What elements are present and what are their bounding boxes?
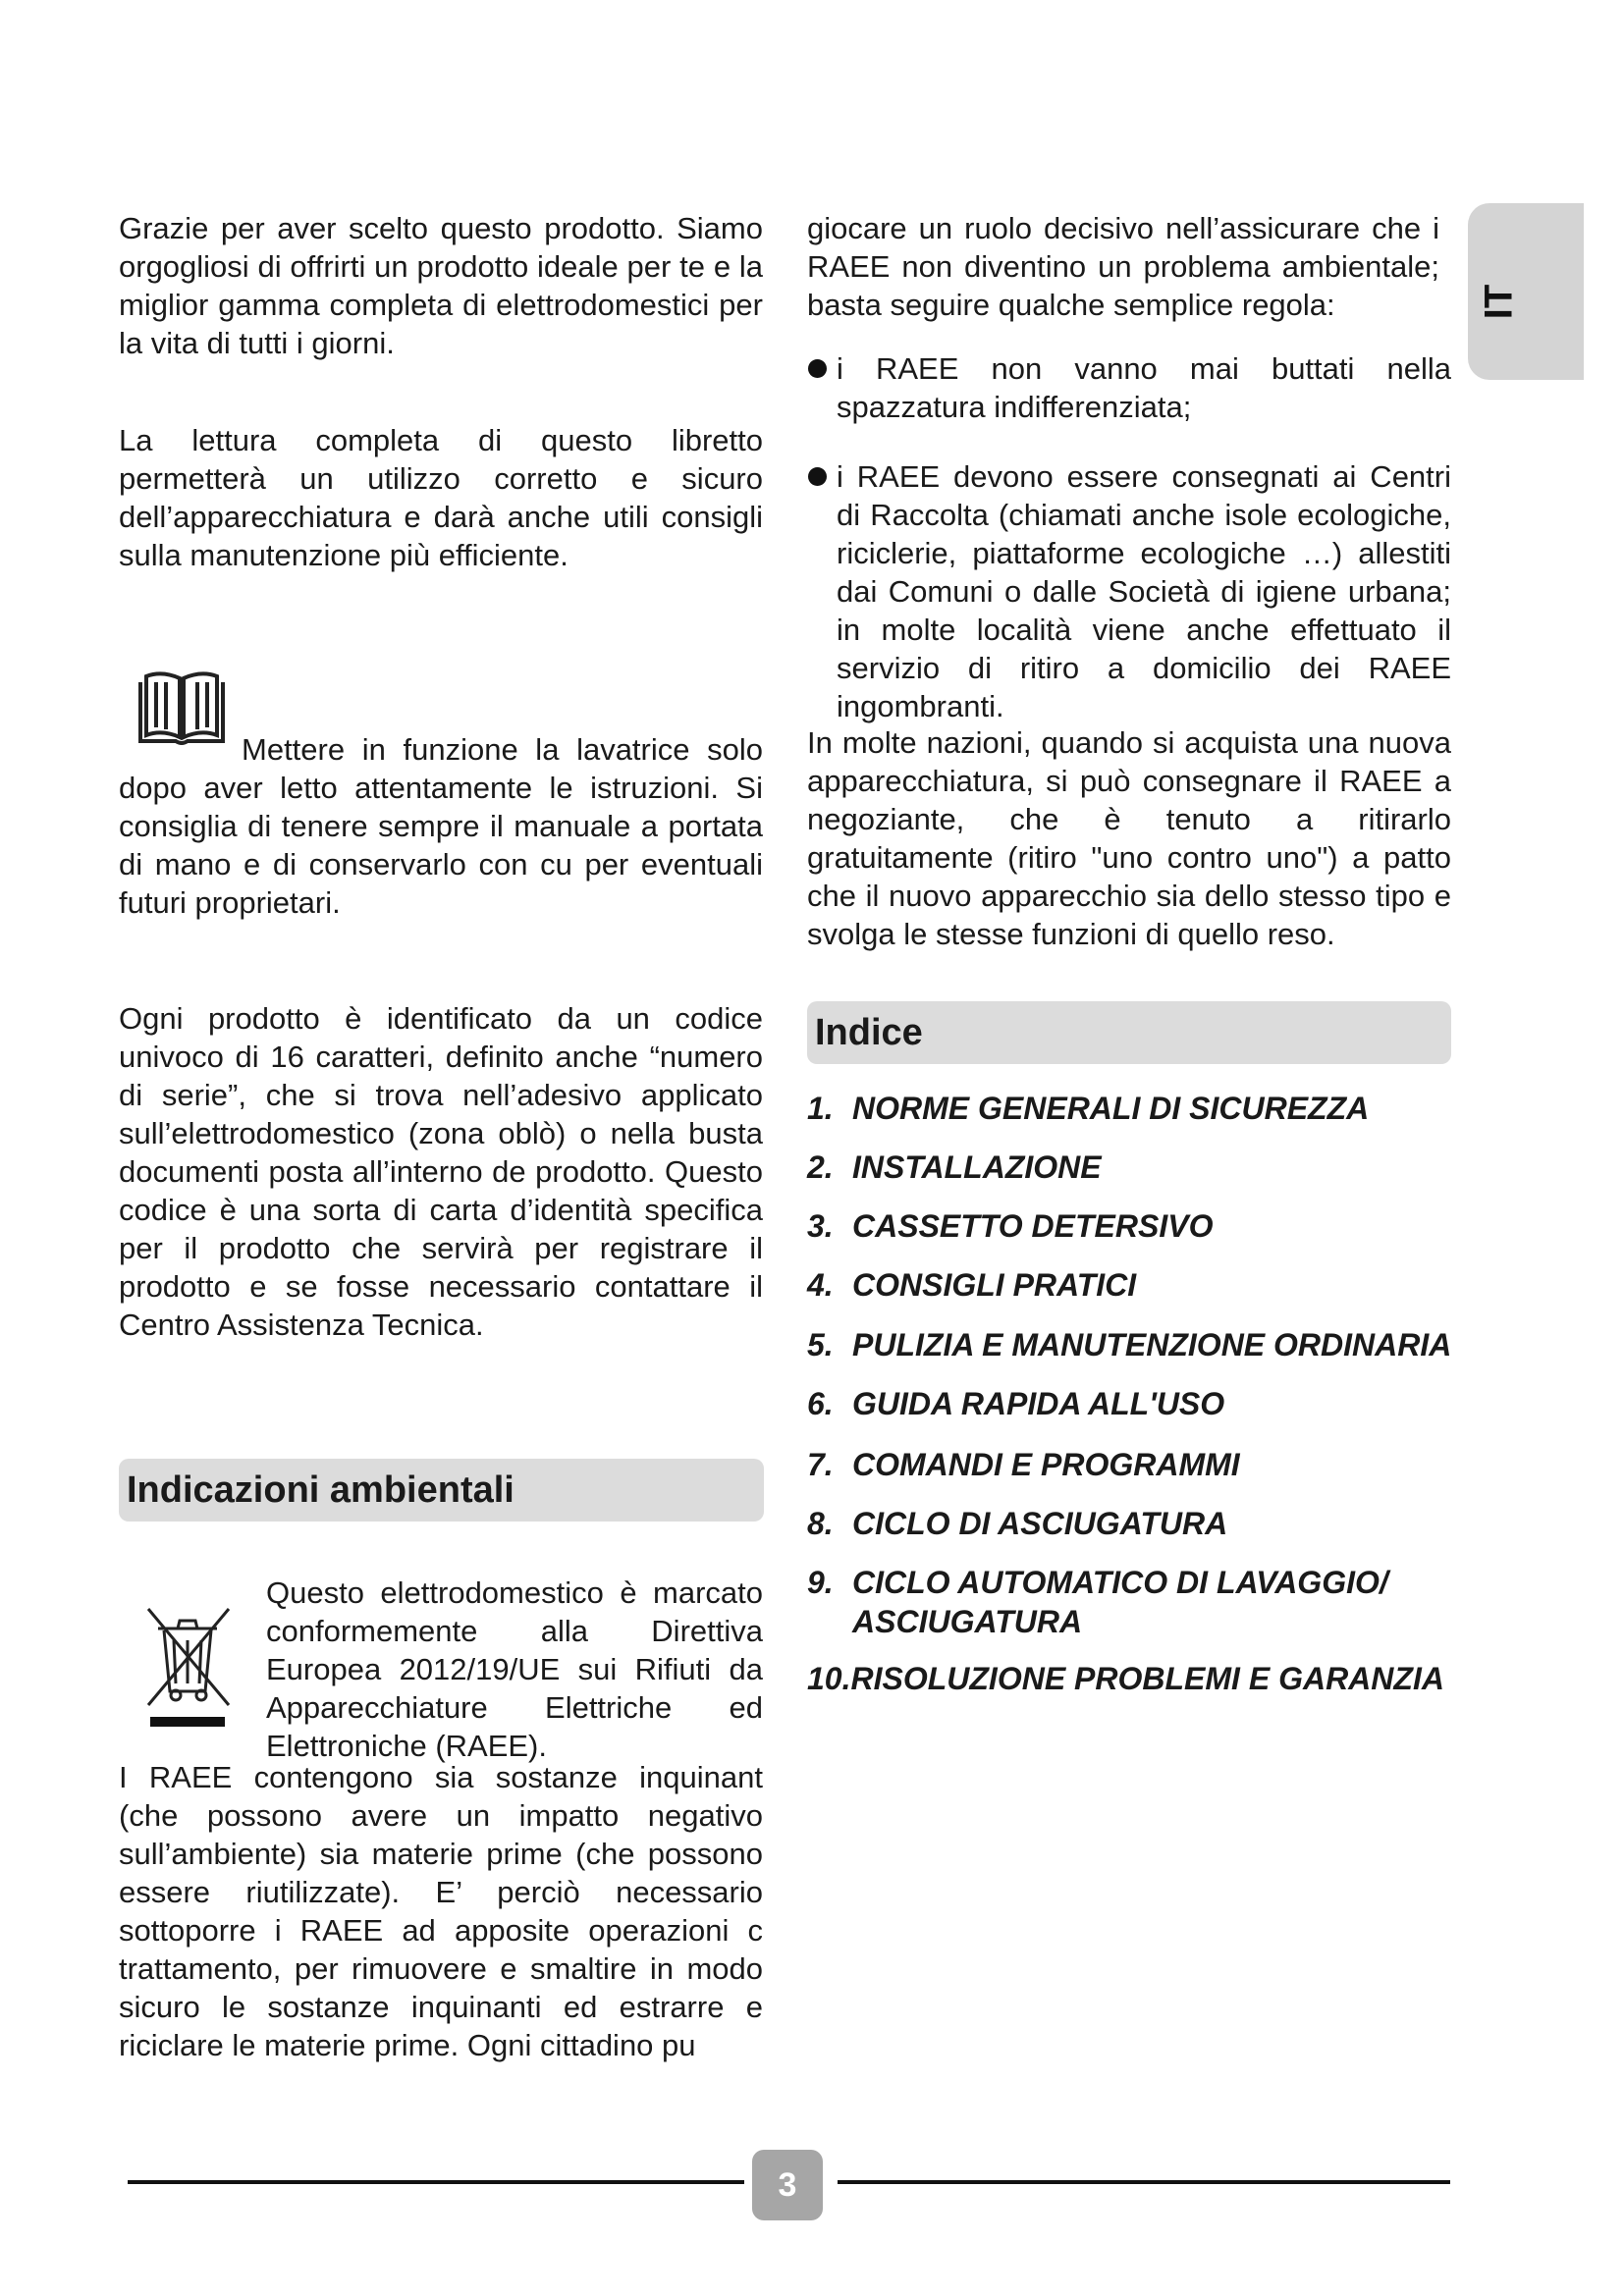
language-code: IT xyxy=(1477,284,1521,320)
disposal-rules-list xyxy=(807,349,1451,725)
toc-number: 10. xyxy=(807,1661,851,1696)
page-number: 3 xyxy=(752,2150,823,2220)
weee-directive-paragraph: Questo elettrodomestico è marcato conformemente alla Direttiva Europea 2012/19/UE sui Rifiuti da Apparecchiature Elettriche ed Elettroniche (RAEE). xyxy=(266,1575,763,1763)
toc-item[interactable] xyxy=(807,1504,1494,1543)
toc-title: CASSETTO DETERSIVO xyxy=(852,1208,1214,1244)
environment-heading: Indicazioni ambientali xyxy=(119,1459,764,1522)
toc-number: 4. xyxy=(807,1267,834,1303)
toc-item[interactable] xyxy=(807,1445,1494,1484)
table-of-contents xyxy=(807,1089,1494,1698)
toc-title: INSTALLAZIONE xyxy=(852,1149,1102,1185)
toc-number: 7. xyxy=(807,1447,834,1482)
toc-title: PULIZIA E MANUTENZIONE ORDINARIA xyxy=(852,1327,1452,1362)
toc-item[interactable] xyxy=(807,1563,1494,1641)
footer-rule-right xyxy=(838,2180,1450,2184)
toc-number: 2. xyxy=(807,1149,834,1185)
return-policy-paragraph: In molte nazioni, quando si acquista una nuova apparecchiatura, si può consegnare il RAEE a negoziante, che è tenuto a ritirarlo gratuitamente (ritiro "uno contro uno") a patto che il nuovo apparecchio sia dello stesso tipo e svolga le stesse funzioni di quello reso. xyxy=(807,725,1451,951)
toc-number: 5. xyxy=(807,1327,834,1362)
toc-title: CICLO AUTOMATICO DI LAVAGGIO/ ASCIUGATURA xyxy=(852,1565,1388,1639)
manual-note-paragraph: Mettere in funzione la lavatrice solo dopo aver letto attentamente le istruzioni. Si consiglia di tenere sempre il manuale a portata di mano e di conservarlo con cu per eventuali futuri proprietari. xyxy=(119,732,763,920)
list-item: i RAEE devono essere consegnati ai Centri di Raccolta (chiamati anche isole ecologiche, riciclerie, piattaforme ecologiche …) allestiti dai Comuni o dalle Società di igiene urbana; in molte località viene anche effettuato il servizio di ritiro a domicilio dei RAEE ingombranti. xyxy=(807,457,1451,725)
toc-number: 3. xyxy=(807,1208,834,1244)
toc-item[interactable] xyxy=(807,1148,1494,1187)
continuation-paragraph: giocare un ruolo decisivo nell’assicurare che i RAEE non diventino un problema ambientale; basta seguire qualche semplice regola: xyxy=(807,211,1439,322)
index-heading: Indice xyxy=(807,1001,1451,1064)
toc-title: COMANDI E PROGRAMMI xyxy=(852,1447,1240,1482)
toc-item[interactable] xyxy=(807,1265,1494,1305)
list-item: i RAEE non vanno mai buttati nella spazzatura indifferenziata; xyxy=(807,349,1451,426)
footer-rule-left xyxy=(128,2180,744,2184)
reading-paragraph: La lettura completa di questo libretto permetterà un utilizzo corretto e sicuro dell’apparecchiatura e darà anche utili consigli sulla manutenzione più efficiente. xyxy=(119,423,763,572)
toc-title: RISOLUZIONE PROBLEMI E GARANZIA xyxy=(850,1661,1444,1696)
toc-number: 6. xyxy=(807,1386,834,1421)
toc-item[interactable] xyxy=(807,1384,1494,1423)
intro-paragraph: Grazie per aver scelto questo prodotto. Siamo orgogliosi di offrirti un prodotto ideale per te e la miglior gamma completa di elettrodomestici per la vita di tutti i giorni. xyxy=(119,211,763,360)
toc-item[interactable] xyxy=(807,1325,1494,1364)
toc-number: 1. xyxy=(807,1091,834,1126)
toc-title: NORME GENERALI DI SICUREZZA xyxy=(852,1091,1370,1126)
crossed-out-bin-icon xyxy=(140,1601,235,1729)
toc-title: GUIDA RAPIDA ALL'USO xyxy=(852,1386,1225,1421)
toc-title: CICLO DI ASCIUGATURA xyxy=(852,1506,1228,1541)
toc-item[interactable] xyxy=(807,1206,1494,1246)
toc-title: CONSIGLI PRATICI xyxy=(852,1267,1137,1303)
serial-code-paragraph: Ogni prodotto è identificato da un codice univoco di 16 caratteri, definito anche “numero di serie”, che si trova nell’adesivo applicato sull’elettrodomestico (zona oblò) o nella busta documenti posta all’interno de prodotto. Questo codice è una sorta di carta d’identità specifica per il prodotto che servirà per registrare il prodotto e se fosse necessario contattare il Centro Assistenza Tecnica. xyxy=(119,1001,763,1342)
language-tab xyxy=(1468,203,1584,380)
toc-item[interactable] xyxy=(807,1089,1494,1128)
raee-paragraph: I RAEE contengono sia sostanze inquinant (che possono avere un impatto negativo sull’ambiente) sia materie prime (che possono essere riutilizzate). E’ perciò necessario sottoporre i RAEE ad apposite operazioni c trattamento, per rimuovere e smaltire in modo sicuro le sostanze inquinanti ed estrarre e riciclare le materie prime. Ogni cittadino pu xyxy=(119,1760,763,2062)
toc-number: 8. xyxy=(807,1506,834,1541)
toc-number: 9. xyxy=(807,1565,834,1600)
toc-item[interactable] xyxy=(807,1659,1494,1698)
